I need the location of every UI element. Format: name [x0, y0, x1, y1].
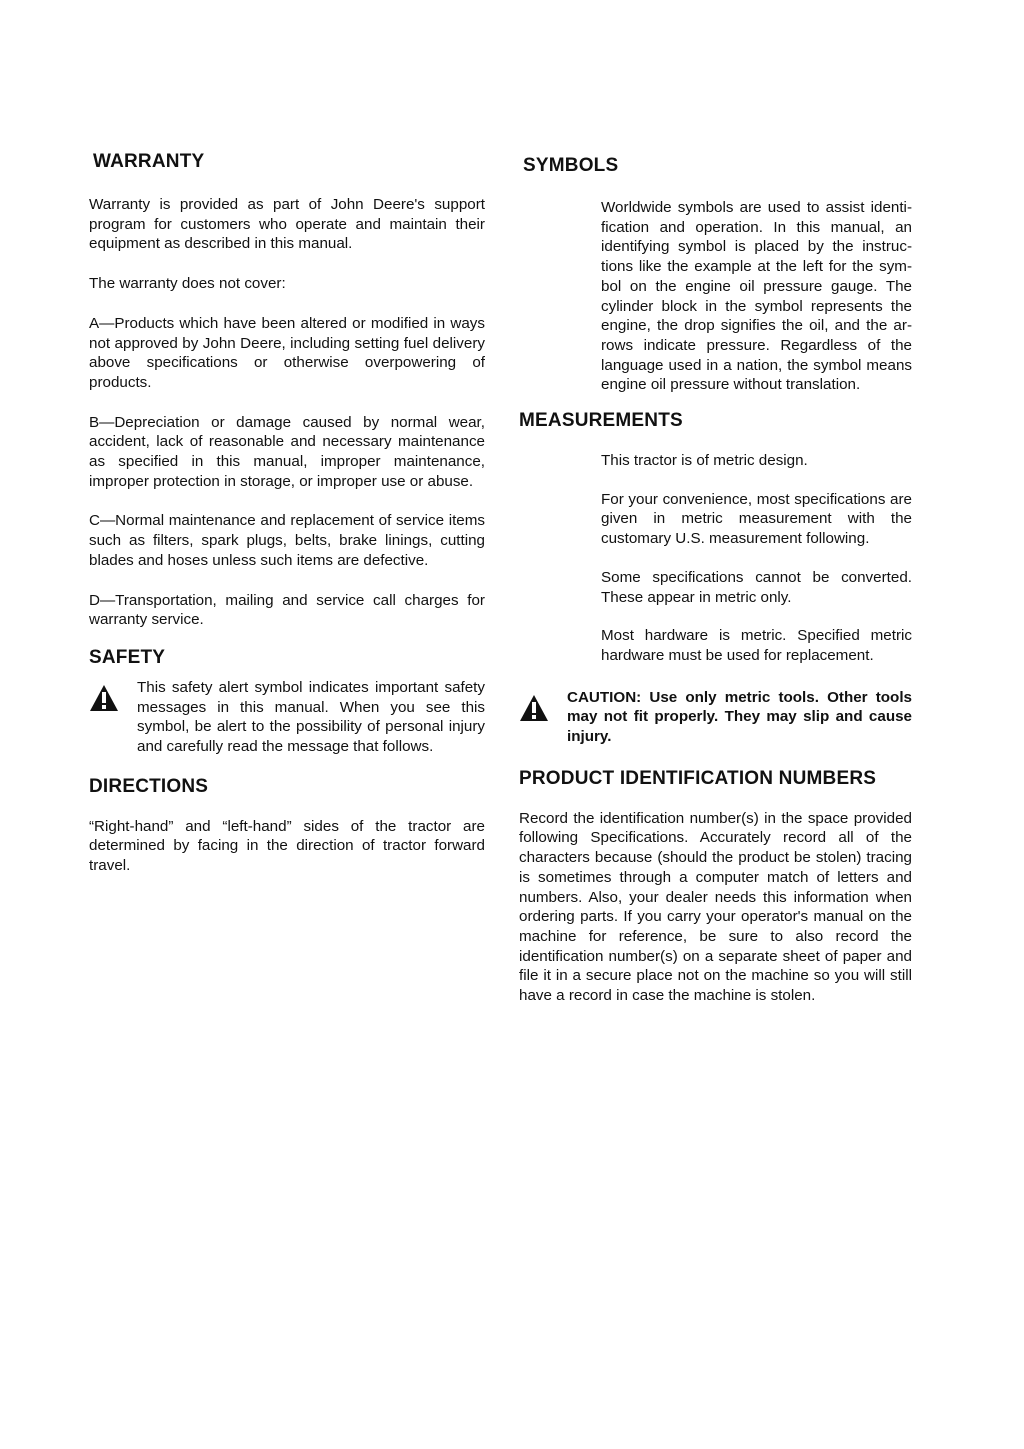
warranty-not-cover: The warranty does not cover: [89, 275, 286, 293]
caution-alert-triangle-icon [519, 688, 567, 722]
measurements-para-3: Some specifications cannot be converted. These appear in metric only. [601, 568, 912, 606]
safety-alert-triangle-icon [89, 678, 137, 712]
caution-block [519, 688, 912, 747]
measurements-para-1: This tractor is of metric design. [601, 452, 808, 470]
warranty-item-d: D—Transportation, mailing and service call charges for warranty service. [89, 591, 485, 629]
warranty-heading: WARRANTY [93, 151, 205, 172]
left-column [89, 150, 485, 876]
pin-text: Record the identification number(s) in the space provided following Specifications. Accurately record all of the characters because (should the product be stolen) tracing is sometimes through a computer match of letters and numbers. Also, your dealer needs this information when ordering parts. If you carry your operator's manual on the machine for reference, be sure to also record the identification number(s) on a separate sheet of paper and file it in a secure place not on the machine so you will still have a record in case the machine is stolen. [519, 809, 912, 1005]
pin-heading: PRODUCT IDENTIFICATION NUMBERS [519, 767, 877, 789]
measurements-heading: MEASUREMENTS [519, 410, 683, 432]
measurements-para-4: Most hardware is metric. Specified metric hardware must be used for replacement. [601, 627, 912, 664]
warranty-item-c: C—Normal maintenance and replacement of service items such as filters, spark plugs, belts, brake linings, cutting blades and hoses unless such items are defective. [89, 512, 485, 569]
safety-block [89, 678, 485, 757]
warranty-item-a: A—Products which have been altered or modified in ways not approved by John Deere, including setting fuel delivery above specifications or otherwise overpowering of products. [89, 314, 485, 391]
safety-heading: SAFETY [89, 646, 166, 668]
warranty-intro: Warranty is provided as part of John Deere's support program for customers who operate and maintain their equipment as described in this manual. [89, 196, 485, 253]
safety-text: This safety alert symbol indicates important safety messages in this manual. When you see this symbol, be alert to the possibility of personal injury and carefully read the message that follows. [137, 678, 485, 756]
measurements-para-2: For your convenience, most specifications are given in metric measurement with the customary U.S. measurement following. [601, 490, 912, 548]
symbols-heading: SYMBOLS [523, 155, 619, 176]
directions-text: “Right-hand” and “left-hand” sides of the tractor are determined by facing in the direction of tractor forward travel. [89, 817, 485, 875]
right-column [519, 154, 912, 1006]
warranty-item-b: B—Depreciation or damage caused by normal wear, accident, lack of reasonable and necessary maintenance as specified in this manual, improper maintenance, improper protection in storage, or improper use or abuse. [89, 413, 485, 490]
caution-text: CAUTION: Use only metric tools. Other tools may not fit properly. They may slip and cause injury. [567, 688, 912, 746]
directions-heading: DIRECTIONS [89, 775, 209, 797]
symbols-text: Worldwide symbols are used to assist identification and operation. In this manual, an identifying symbol is placed by the instructions like the example at the left for the symbol on the engine oil pressure gauge. The cylinder block in the symbol represents the engine, the drop signifies the oil, and the arrows indicate pressure. Regardless of the language used in a nation, the symbol means engine oil pressure without translation. [601, 199, 912, 394]
